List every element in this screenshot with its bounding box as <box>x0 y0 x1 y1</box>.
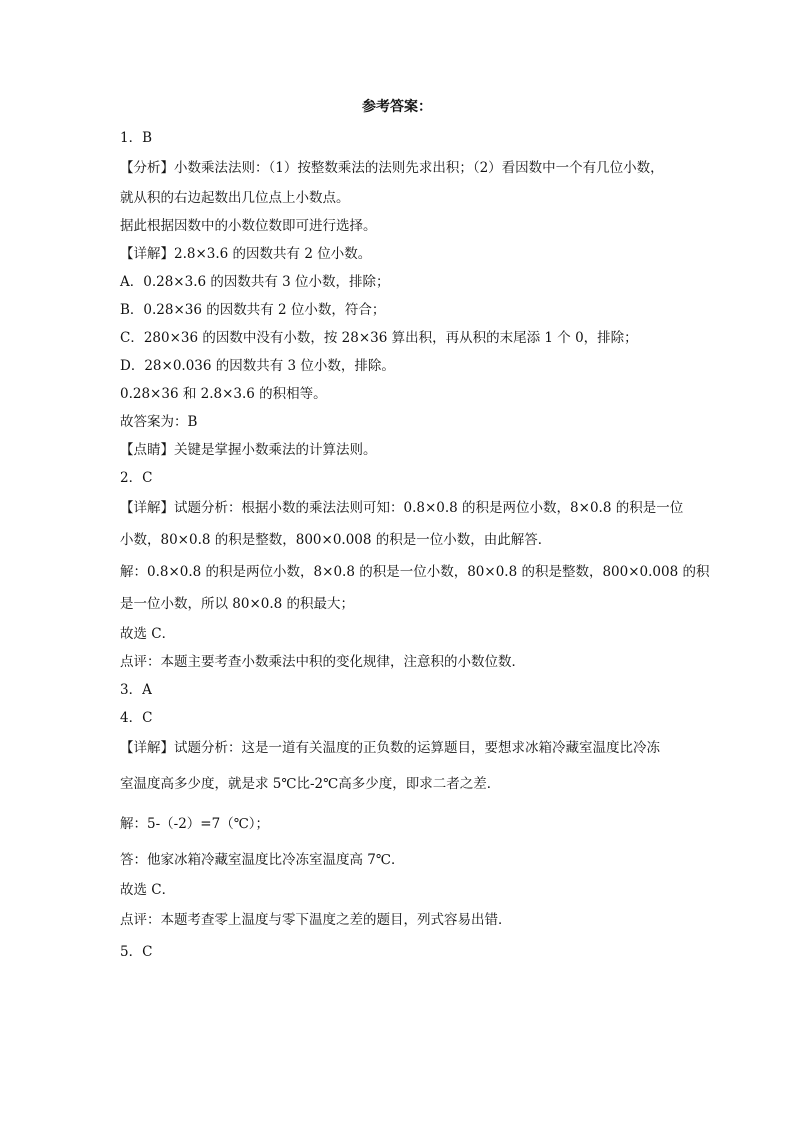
detail-line: 【详解】试题分析：根据小数的乘法法则可知：0.8×0.8 的积是两位小数，8×0.8 的积是一位 <box>120 500 684 516</box>
answer-line: 故选 C． <box>120 882 176 898</box>
answer-number: 4．C <box>120 710 153 726</box>
option-line: D．28×0.036 的因数共有 3 位小数，排除。 <box>120 358 395 374</box>
detail-line: 小数，80×0.8 的积是整数，800×0.008 的积是一位小数，由此解答． <box>120 532 552 548</box>
answer-line: 故选 C． <box>120 626 176 642</box>
answer-number: 5．C <box>120 944 153 960</box>
solution-line: 解：5-（-2）=7（℃）； <box>120 816 270 832</box>
answer-line: 故答案为：B <box>120 414 198 430</box>
solution-line: 解：0.8×0.8 的积是两位小数，8×0.8 的积是一位小数，80×0.8 的积是整数，800×0.008 的积 <box>120 564 710 580</box>
answer-number: 1．B <box>120 130 153 146</box>
comment-line: 点评：本题考查零上温度与零下温度之差的题目，列式容易出错． <box>120 912 512 928</box>
option-line: B．0.28×36 的因数共有 2 位小数，符合； <box>120 302 386 318</box>
answer-number: 2．C <box>120 470 153 486</box>
comment-line: 【点睛】关键是掌握小数乘法的计算法则。 <box>120 442 377 458</box>
analysis-line: 就从积的右边起数出几位点上小数点。 <box>120 190 350 206</box>
detail-line: 室温度高多少度，就是求 5℃比-2℃高多少度，即求二者之差． <box>120 776 501 792</box>
comment-line: 点评：本题主要考查小数乘法中积的变化规律，注意积的小数位数． <box>120 654 525 670</box>
solution-line: 是一位小数，所以 80×0.8 的积最大； <box>120 596 355 612</box>
option-line: C．280×36 的因数中没有小数，按 28×36 算出积，再从积的末尾添 1 个 0，排除； <box>120 330 638 346</box>
analysis-line: 【分析】小数乘法法则：（1）按整数乘法的法则先求出积；（2）看因数中一个有几位小数， <box>120 160 664 176</box>
option-line: A．0.28×3.6 的因数共有 3 位小数，排除； <box>120 274 390 290</box>
detail-line: 【详解】2.8×3.6 的因数共有 2 位小数。 <box>120 246 372 262</box>
answer-number: 3．A <box>120 682 152 698</box>
conclusion-line: 0.28×36 和 2.8×3.6 的积相等。 <box>120 386 327 402</box>
analysis-line: 据此根据因数中的小数位数即可进行选择。 <box>120 218 377 234</box>
answer-line: 答：他家冰箱冷藏室温度比冷冻室温度高 7℃． <box>120 852 405 868</box>
page-title: 参考答案： <box>362 99 432 115</box>
detail-line: 【详解】试题分析：这是一道有关温度的正负数的运算题目，要想求冰箱冷藏室温度比冷冻 <box>120 740 660 756</box>
